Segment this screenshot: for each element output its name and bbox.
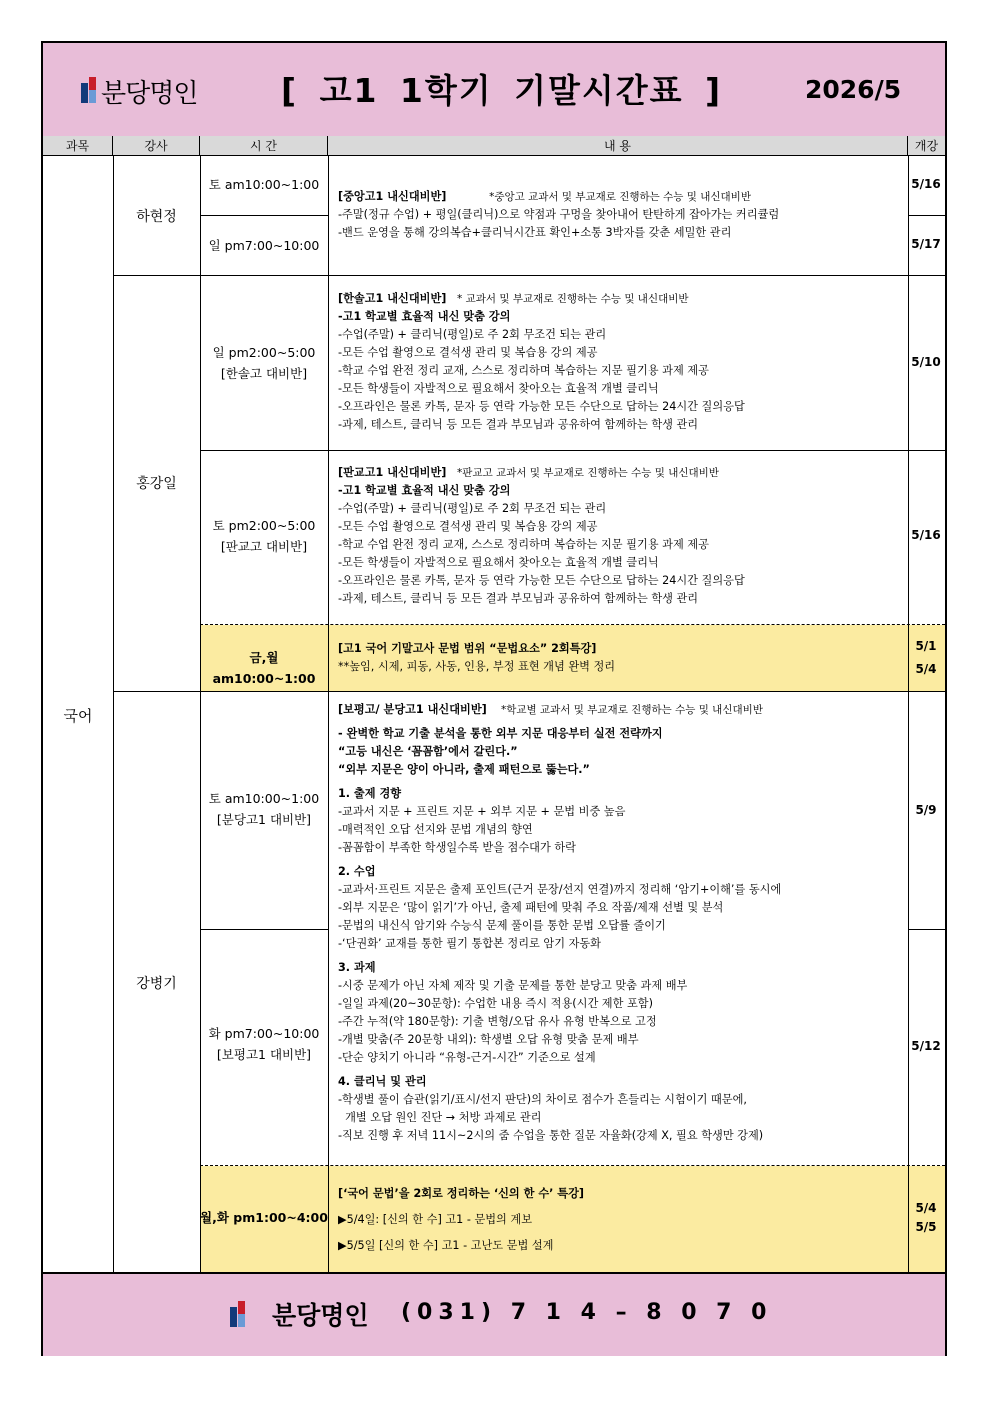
- section-heading: 3. 과제: [338, 961, 376, 974]
- column-header-instructor: 강사: [113, 136, 200, 156]
- class-detail-line: -오프라인은 물론 카톡, 문자 등 연락 가능한 모든 수단으로 답하는 24시간 질의응답: [338, 574, 745, 587]
- dashed-divider: [200, 1165, 945, 1166]
- contact-phone: (031) 7 1 4 – 8 0 7 0: [401, 1300, 773, 1325]
- column-header-time: 시 간: [200, 136, 328, 156]
- grid-line: [908, 215, 945, 216]
- class-detail-line: -일일 과제(20~30문항): 수업한 내용 즉시 적용(시간 제한 포함): [338, 997, 653, 1010]
- open-date: 5/16: [911, 177, 941, 191]
- dashed-divider: [200, 624, 945, 625]
- class-target-line: [보평고1 대비반]: [216, 1047, 312, 1062]
- class-intro-line: “외부 지문은 양이 아니라, 출제 패턴으로 뚫는다.”: [338, 763, 590, 776]
- column-header-subject: 과목: [43, 136, 113, 156]
- timetable-frame: [41, 41, 947, 1356]
- instructor-name: 강병기: [136, 976, 177, 992]
- academy-logo-icon: [230, 1301, 245, 1327]
- class-detail-line: -학생별 풀이 습관(읽기/표시/선지 판단)의 차이로 점수가 흔들리는 시험이기 때문에,: [338, 1093, 747, 1106]
- open-date: 5/12: [911, 1039, 941, 1053]
- column-header-content: 내 용: [328, 136, 908, 156]
- open-date: 5/9: [915, 803, 937, 817]
- grid-line: [908, 929, 945, 930]
- class-detail-line: -매력적인 오답 선지와 문법 개념의 향연: [338, 823, 533, 836]
- subject-cell: 국어: [63, 707, 93, 725]
- class-time-line: 화 pm7:00~10:00: [208, 1026, 320, 1041]
- class-title: [한솔고1 내신대비반]: [338, 292, 447, 305]
- class-detail-line: -오프라인은 물론 카톡, 문자 등 연락 가능한 모든 수단으로 답하는 24시간 질의응답: [338, 400, 745, 413]
- column-header-open: 개강: [914, 139, 939, 153]
- open-date: 5/4: [915, 662, 937, 676]
- class-detail-line: -주간 누적(약 180문항): 기출 변형/오답 유사 유형 반복으로 고정: [338, 1015, 657, 1028]
- class-detail-line: ▶5/4일: [신의 한 수] 고1 - 문법의 계보: [338, 1213, 533, 1226]
- schedule-date: 2026/5: [805, 75, 902, 104]
- class-title: [중앙고1 내신대비반]: [338, 190, 447, 203]
- class-detail-line: -수업(주말) + 클리닉(평일)로 주 2회 무조건 되는 관리: [338, 328, 607, 341]
- grid-line: [200, 156, 201, 1272]
- class-time-line: 토 pm2:00~5:00: [212, 518, 316, 533]
- header-banner: [43, 43, 945, 138]
- class-time-line: 일 pm2:00~5:00: [212, 345, 316, 360]
- open-date: 5/1: [915, 639, 937, 653]
- class-detail-line: -밴드 운영을 통해 강의복습+클리닉시간표 확인+소통 3박자를 갖춘 세밀한 관리: [338, 226, 732, 239]
- open-date: 5/4: [915, 1201, 937, 1215]
- open-date: 5/10: [911, 355, 941, 369]
- section-heading: 2. 수업: [338, 865, 376, 878]
- class-title: [‘국어 문법’을 2회로 정리하는 ‘신의 한 수’ 특강]: [338, 1187, 584, 1200]
- class-time: [200, 1023, 328, 1065]
- class-description: [338, 290, 745, 434]
- class-detail-line: -모든 학생들이 자발적으로 필요해서 찾아오는 효율적 개별 클리닉: [338, 556, 659, 569]
- class-subtitle: -고1 학교별 효율적 내신 맞춤 강의: [338, 484, 511, 497]
- class-detail-line: -문법의 내신식 암기와 수능식 문제 풀이를 통한 문법 오답률 줄이기: [338, 919, 666, 932]
- class-detail-line: 개별 오답 원인 진단 → 처방 과제로 관리: [338, 1111, 542, 1124]
- class-detail-line: -모든 수업 촬영으로 결석생 관리 및 복습용 강의 제공: [338, 346, 598, 359]
- instructor-name: 하현정: [136, 209, 177, 225]
- class-detail-line: -수업(주말) + 클리닉(평일)로 주 2회 무조건 되는 관리: [338, 502, 607, 515]
- page-title: [ 고1 1학기 기말시간표 ]: [281, 71, 723, 110]
- class-note: * 교과서 및 부교재로 진행하는 수능 및 내신대비반: [457, 293, 689, 305]
- class-detail-line: -모든 학생들이 자발적으로 필요해서 찾아오는 효율적 개별 클리닉: [338, 382, 659, 395]
- section-heading: 1. 출제 경향: [338, 787, 402, 800]
- class-title: [판교고1 내신대비반]: [338, 466, 447, 479]
- grid-line: [200, 929, 328, 930]
- grid-line: [113, 691, 945, 692]
- class-target-line: [분당고1 대비반]: [216, 812, 312, 827]
- footer-brand: 분당명인: [272, 1301, 369, 1330]
- class-time: 금,월 am10:00~1:00: [212, 650, 316, 686]
- open-date: 5/16: [911, 528, 941, 542]
- class-detail-line: **높임, 시제, 피동, 사동, 인용, 부정 표현 개념 완벽 정리: [338, 660, 616, 673]
- class-detail-line: -직보 진행 후 저녁 11시~2시의 줌 수업을 통한 질문 자율화(강제 X, 필요 학생만 강제): [338, 1129, 764, 1142]
- footer-banner: [43, 1272, 945, 1356]
- class-detail-line: -모든 수업 촬영으로 결석생 관리 및 복습용 강의 제공: [338, 520, 598, 533]
- class-intro-line: - 완벽한 학교 기출 분석을 통한 외부 지문 대응부터 실전 전략까지: [338, 727, 663, 740]
- class-title: [보평고/ 분당고1 내신대비반]: [338, 703, 487, 716]
- open-date: 5/17: [911, 237, 941, 251]
- class-time: 일 pm7:00~10:00: [208, 238, 320, 253]
- class-detail-line: -‘단권화’ 교재를 통한 필기 통합본 정리로 암기 자동화: [338, 937, 601, 950]
- class-description: [338, 464, 745, 608]
- class-detail-line: -교과서·프린트 지문은 출제 포인트(근거 문장/선지 연결)까지 정리해 ‘암기+이해’를 동시에: [338, 883, 782, 896]
- class-detail-line: -개별 맞춤(주 20문항 내외): 학생별 오답 유형 맞춤 문제 배부: [338, 1033, 639, 1046]
- class-detail-line: -단순 양치기 아니라 “유형-근거-시간” 기준으로 설계: [338, 1051, 596, 1064]
- class-time: 토 am10:00~1:00: [208, 177, 320, 192]
- class-time: [200, 515, 328, 557]
- grid-line: [200, 450, 945, 451]
- class-detail-line: ▶5/5일 [신의 한 수] 고1 - 고난도 문법 설계: [338, 1239, 554, 1252]
- class-intro-line: “고등 내신은 ‘꼼꼼함’에서 갈린다.”: [338, 745, 518, 758]
- class-detail-line: -학교 수업 완전 정리 교재, 스스로 정리하며 복습하는 지문 필기용 과제 제공: [338, 364, 709, 377]
- academy-brand: 분당명인: [101, 79, 198, 109]
- grid-line: [908, 156, 909, 1272]
- class-detail-line: -주말(정규 수업) + 평일(클리닉)으로 약점과 구멍을 찾아내어 탄탄하게 잡아가는 커리큘럼: [338, 208, 780, 221]
- instructor-name: 홍강일: [136, 476, 177, 492]
- class-detail-line: -교과서 지문 + 프린트 지문 + 외부 지문 + 문법 비중 높음: [338, 805, 626, 818]
- class-target-line: [판교고 대비반]: [220, 539, 308, 554]
- grid-line: [200, 215, 328, 216]
- class-description: [338, 640, 615, 676]
- class-time: 월,화 pm1:00~4:00: [200, 1210, 328, 1225]
- class-time: [200, 788, 328, 830]
- class-description: [338, 1181, 584, 1259]
- class-note: *중앙고 교과서 및 부교재로 진행하는 수능 및 내신대비반: [489, 191, 751, 203]
- section-heading: 4. 클리닉 및 관리: [338, 1075, 427, 1088]
- class-detail-line: -과제, 테스트, 클리닉 등 모든 결과 부모님과 공유하여 함께하는 학생 관리: [338, 592, 699, 605]
- grid-line: [328, 156, 329, 1272]
- class-target-line: [한솔고 대비반]: [220, 366, 308, 381]
- class-description: [338, 188, 779, 242]
- class-detail-line: -학교 수업 완전 정리 교재, 스스로 정리하며 복습하는 지문 필기용 과제 제공: [338, 538, 709, 551]
- class-time-line: 토 am10:00~1:00: [208, 791, 320, 806]
- class-time: [200, 342, 328, 384]
- grid-line: [113, 275, 945, 276]
- class-detail-line: -과제, 테스트, 클리닉 등 모든 결과 부모님과 공유하여 함께하는 학생 관리: [338, 418, 699, 431]
- open-date: 5/5: [915, 1220, 937, 1234]
- class-detail-line: -외부 지문은 ‘많이 읽기’가 아닌, 출제 패턴에 맞춰 주요 작품/제재 선별 및 분석: [338, 901, 724, 914]
- grid-line: [113, 156, 114, 1272]
- class-note: *학교별 교과서 및 부교재로 진행하는 수능 및 내신대비반: [501, 704, 763, 716]
- class-subtitle: -고1 학교별 효율적 내신 맞춤 강의: [338, 310, 511, 323]
- class-detail-line: -꼼꼼함이 부족한 학생일수록 받을 점수대가 하락: [338, 841, 576, 854]
- class-note: *판교고 교과서 및 부교재로 진행하는 수능 및 내신대비반: [457, 467, 719, 479]
- column-header-row: [43, 136, 945, 156]
- class-description: [338, 701, 781, 1145]
- class-title: [고1 국어 기말고사 문법 범위 “문법요소” 2회특강]: [338, 642, 597, 655]
- class-detail-line: -시중 문제가 아닌 자체 제작 및 기출 문제를 통한 분당고 맞춤 과제 배부: [338, 979, 688, 992]
- academy-logo-icon: [81, 77, 96, 103]
